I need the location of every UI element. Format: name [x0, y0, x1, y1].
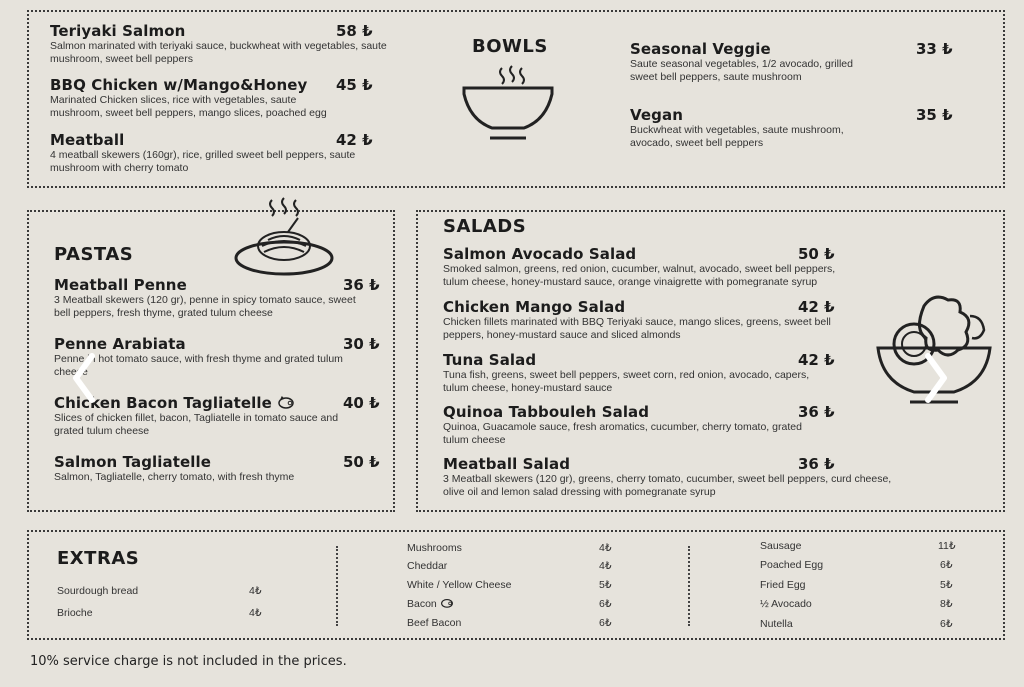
- item-desc: Saute seasonal vegetables, 1/2 avocado, grilled sweet bell peppers, saute mushroom: [630, 58, 853, 83]
- item-price: 36 ₺: [343, 276, 380, 294]
- item-desc: Tuna fish, greens, sweet bell peppers, sweet corn, red onion, avocado, capers, tulum cheese, honey-mustard sauce: [443, 369, 810, 394]
- extra-item: Sourdough bread: [57, 585, 139, 597]
- item-price: 40 ₺: [343, 394, 380, 412]
- item-price: 36 ₺: [798, 455, 835, 473]
- item-desc: 3 Meatball skewers (120 gr), penne in spicy tomato sauce, sweet bell peppers, fresh thyme, grated tulum cheese: [54, 294, 356, 319]
- extra-price: 4₺: [249, 607, 262, 619]
- extra-price: 5₺: [599, 579, 612, 591]
- item-price: 42 ₺: [798, 298, 835, 316]
- item-name: Salmon Avocado Salad: [443, 245, 637, 263]
- item-name: Penne Arabiata: [54, 335, 186, 353]
- chevron-right-icon[interactable]: [918, 348, 954, 408]
- item-desc: Penne in hot tomato sauce, with fresh thyme and grated tulum cheese: [54, 353, 343, 378]
- extra-item-name: Bacon: [407, 598, 437, 610]
- menu-item: [443, 245, 853, 289]
- extra-item: [407, 598, 454, 610]
- menu-item: [443, 351, 833, 395]
- pig-icon: [277, 396, 295, 409]
- item-name: Meatball Salad: [443, 455, 571, 473]
- extra-item: Beef Bacon: [407, 617, 462, 629]
- extra-item: Cheddar: [407, 560, 448, 572]
- item-name: BBQ Chicken w/Mango&Honey: [50, 76, 308, 94]
- item-price: 36 ₺: [798, 403, 835, 421]
- item-desc: Salmon, Tagliatelle, cherry tomato, with fresh thyme: [54, 471, 295, 483]
- salads-heading: SALADS: [443, 216, 527, 237]
- chevron-left-icon[interactable]: [66, 348, 102, 408]
- extra-price: 5₺: [940, 579, 953, 591]
- item-desc: Chicken fillets marinated with BBQ Teriyaki sauce, mango slices, greens, sweet bell peppers, honey-mustard sauce and sliced almonds: [443, 316, 831, 341]
- pasta-icon: [232, 196, 336, 280]
- pastas-heading: PASTAS: [54, 244, 134, 265]
- extra-item: Mushrooms: [407, 542, 462, 554]
- extra-item: Brioche: [57, 607, 93, 619]
- extra-price: 4₺: [599, 542, 612, 554]
- bowls-heading: BOWLS: [472, 36, 548, 57]
- item-desc: Buckwheat with vegetables, saute mushroom, avocado, sweet bell peppers: [630, 124, 844, 149]
- service-charge-note: 10% service charge is not included in the prices.: [30, 654, 347, 669]
- extra-price: 6₺: [599, 598, 612, 610]
- extra-item: Sausage: [760, 540, 802, 552]
- item-price: 33 ₺: [916, 40, 953, 58]
- extra-item: Fried Egg: [760, 579, 806, 591]
- extra-item: White / Yellow Cheese: [407, 579, 512, 591]
- item-name: Tuna Salad: [443, 351, 537, 369]
- item-price: 58 ₺: [336, 22, 373, 40]
- extra-price: 6₺: [940, 559, 953, 571]
- item-price: 35 ₺: [916, 106, 953, 124]
- extra-price: 4₺: [599, 560, 612, 572]
- item-desc: 3 Meatball skewers (120 gr), greens, cherry tomato, cucumber, sweet bell peppers, curd cheese, olive oil and lemon salad dressing with pomegranate syrup: [443, 473, 892, 498]
- item-price: 42 ₺: [798, 351, 835, 369]
- extras-divider: [336, 546, 338, 626]
- item-desc: 4 meatball skewers (160gr), rice, grilled sweet bell peppers, saute mushroom with cherry tomato: [50, 149, 356, 174]
- extra-item: ½ Avocado: [760, 598, 812, 610]
- item-desc: Quinoa, Guacamole sauce, fresh aromatics, cucumber, cherry tomato, grated tulum cheese: [443, 421, 802, 446]
- item-name: Vegan: [630, 106, 683, 124]
- item-price: 50 ₺: [798, 245, 835, 263]
- menu-item: [54, 276, 374, 320]
- bowl-icon: [458, 62, 558, 142]
- item-desc: Marinated Chicken slices, rice with vegetables, saute mushroom, sweet bell peppers, mango slices, poached egg: [50, 94, 327, 119]
- item-name: Quinoa Tabbouleh Salad: [443, 403, 650, 421]
- item-price: 42 ₺: [336, 131, 373, 149]
- item-price: 50 ₺: [343, 453, 380, 471]
- menu-item: [50, 22, 387, 66]
- menu-item: [630, 106, 870, 150]
- item-name: Meatball Penne: [54, 276, 187, 294]
- menu-item: [443, 298, 833, 342]
- item-desc: Salmon marinated with teriyaki sauce, buckwheat with vegetables, saute mushroom, sweet bell peppers: [50, 40, 387, 65]
- pig-icon: [440, 598, 454, 608]
- menu-item: [630, 40, 870, 84]
- item-name: Salmon Tagliatelle: [54, 453, 212, 471]
- extra-item: Nutella: [760, 618, 793, 630]
- item-price: 45 ₺: [336, 76, 373, 94]
- extras-section: [27, 530, 1005, 640]
- extra-price: 6₺: [599, 617, 612, 629]
- extra-item: Poached Egg: [760, 559, 824, 571]
- item-desc: Slices of chicken fillet, bacon, Tagliatelle in tomato sauce and grated tulum cheese: [54, 412, 339, 437]
- menu-item: [54, 335, 379, 379]
- item-name: Meatball: [50, 131, 125, 149]
- extra-price: 8₺: [940, 598, 953, 610]
- item-name: Teriyaki Salmon: [50, 22, 186, 40]
- item-desc: Smoked salmon, greens, red onion, cucumber, walnut, avocado, sweet bell peppers, tulum cheese, honey-mustard sauce, orange vinaigrette with pomegranate syrup: [443, 263, 836, 288]
- item-name: Seasonal Veggie: [630, 40, 771, 58]
- item-name: Chicken Mango Salad: [443, 298, 626, 316]
- extras-heading: EXTRAS: [57, 548, 140, 569]
- menu-item: [50, 131, 375, 175]
- item-price: 30 ₺: [343, 335, 380, 353]
- extra-price: 6₺: [940, 618, 953, 630]
- item-name-text: Chicken Bacon Tagliatelle: [54, 394, 272, 412]
- extra-price: 11₺: [938, 540, 956, 552]
- menu-item: [50, 76, 340, 120]
- menu-item: [443, 403, 803, 447]
- menu-item: [54, 453, 354, 484]
- extras-divider: [688, 546, 690, 626]
- extra-price: 4₺: [249, 585, 262, 597]
